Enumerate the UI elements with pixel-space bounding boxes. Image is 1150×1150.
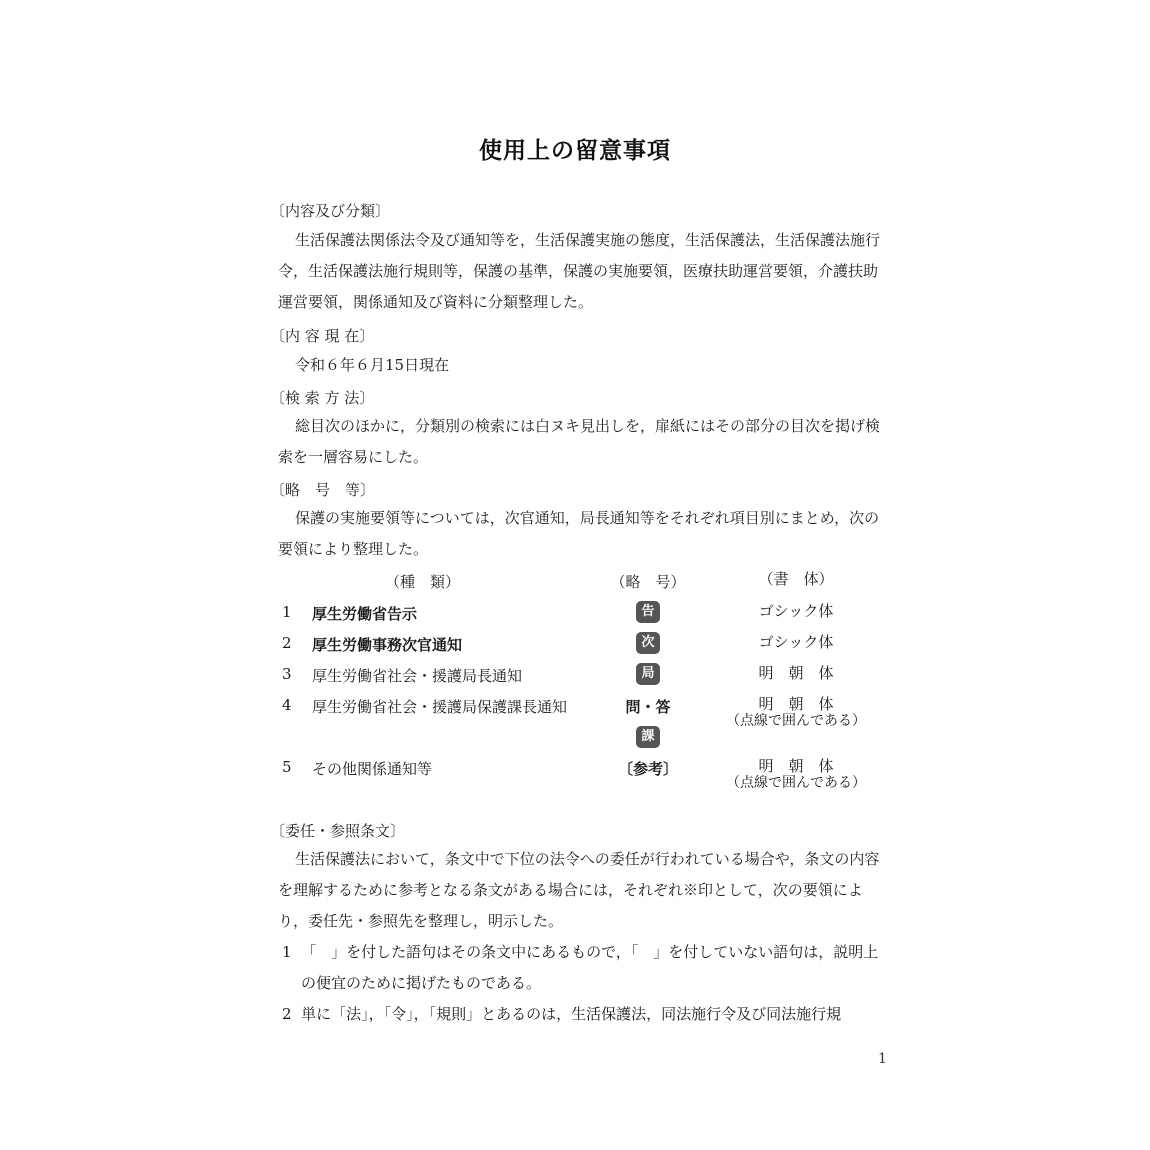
row-font-note: （点線で囲んである） (726, 775, 866, 791)
list-item (282, 999, 890, 1030)
paragraph-content: 生活保護法関係法令及び通知等を，生活保護実施の態度，生活保護法，生活保護法施行令，生活保護法施行規則等，保護の基準，保護の実施要領，医療扶助運営要領，介護扶助運営要領，関係通知及び資料に分類整理した。 (278, 231, 881, 311)
header-kind: （種 類） (385, 573, 461, 591)
abbr-badge: 局 (636, 663, 660, 685)
heading-current: 〔内 容 現 在〕 (270, 327, 375, 345)
paragraph-current: 令和６年６月15日現在 (295, 356, 450, 374)
abbr-badge: 告 (636, 601, 660, 623)
heading-search: 〔検 索 方 法〕 (270, 389, 375, 407)
list-number: 1 (282, 943, 292, 961)
row-abbr: 問・答 (625, 698, 671, 716)
header-font: （書 体） (758, 570, 834, 588)
paragraph-search: 総目次のほかに，分類別の検索には白ヌキ見出しを，扉紙にはその部分の目次を掲げ検索を一層容易にした。 (278, 417, 881, 466)
list-text: 単に「法」，「令」，「規則」とあるのは，生活保護法，同法施行令及び同法施行規 (301, 1005, 842, 1023)
row-abbr: 〔参考〕 (617, 760, 678, 778)
row-kind: その他関係通知等 (312, 760, 433, 778)
row-number: 1 (282, 603, 292, 621)
abbr-badge: 次 (636, 632, 660, 654)
paragraph-delegation: 生活保護法において，条文中で下位の法令への委任が行われている場合や，条文の内容を理解するために参考となる条文がある場合には，それぞれ※印として，次の要領により，委任先・参照先を整理し，明示した。 (278, 850, 880, 930)
row-font (718, 696, 874, 730)
page-number: 1 (878, 1051, 887, 1067)
paragraph-abbrev: 保護の実施要領等については，次官通知，局長通知等をそれぞれ項目別にまとめ，次の要領により整理した。 (278, 509, 880, 558)
row-kind: 厚生労働省社会・援護局長通知 (312, 667, 523, 685)
row-number: 3 (282, 665, 292, 683)
row-number: 2 (282, 634, 292, 652)
list-item (282, 937, 890, 999)
heading-content: 〔内容及び分類〕 (270, 202, 391, 220)
row-font-name: 明 朝 体 (758, 757, 834, 775)
list-number: 2 (282, 1005, 292, 1023)
row-font-note: （点線で囲んである） (726, 713, 866, 729)
row-kind: 厚生労働省告示 (312, 605, 418, 623)
row-font: ゴシック体 (758, 602, 834, 620)
heading-abbrev: 〔略 号 等〕 (270, 481, 376, 499)
row-number: 5 (282, 758, 292, 776)
row-kind: 厚生労働事務次官通知 (312, 636, 463, 654)
row-font (718, 758, 874, 792)
row-number: 4 (282, 696, 292, 714)
page-title: 使用上の留意事項 (479, 138, 671, 164)
heading-delegation: 〔委任・参照条文〕 (270, 822, 406, 840)
row-font: ゴシック体 (758, 633, 834, 651)
abbr-badge: 課 (636, 726, 660, 748)
row-kind: 厚生労働省社会・援護局保護課長通知 (312, 698, 568, 716)
list-text: 「 」を付した語句はその条文中にあるもので，「 」を付していない語句は，説明上の便宜のために掲げたものである。 (301, 943, 879, 992)
header-abbr: （略 号） (610, 573, 686, 591)
row-font: 明 朝 体 (758, 664, 834, 682)
row-font-name: 明 朝 体 (758, 695, 834, 713)
